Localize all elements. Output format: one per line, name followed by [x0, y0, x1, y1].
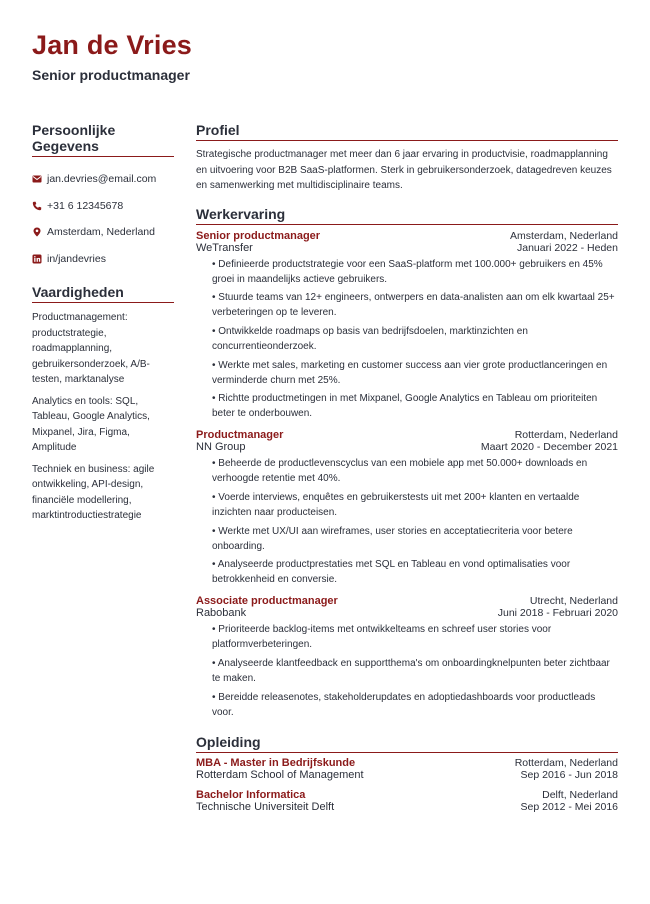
- job-entry: [196, 429, 618, 587]
- education-entry: [196, 757, 618, 781]
- job-bullets: [212, 456, 618, 587]
- job-company: WeTransfer: [196, 241, 253, 254]
- profile-text: Strategische productmanager met meer dan 6 jaar ervaring in productvisie, roadmapplanning en uitvoering voor B2B SaaS-platformen. Sterk in gebruikersonderzoek, datagedreven keuzes en samenwerking met multidisciplinaire teams.: [196, 149, 612, 191]
- job-title: Associate productmanager: [196, 595, 338, 608]
- job-dates: Maart 2020 - December 2021: [480, 441, 618, 454]
- job-location: Amsterdam, Nederland: [510, 229, 618, 242]
- job-bullet: • Prioriteerde backlog-items met ontwikkelteams en schreef user stories voor platformverbeteringen.: [212, 624, 552, 651]
- phone-text: +31 6 12345678: [47, 199, 124, 212]
- education-location: Rotterdam, Nederland: [514, 756, 618, 769]
- job-entry: [196, 230, 618, 422]
- education-entry: [196, 789, 618, 813]
- experience-heading: Werkervaring: [196, 206, 618, 225]
- job-bullet: • Ontwikkelde roadmaps op basis van bedrijfsdoelen, marktinzichten en concurrentieonderzoek.: [212, 325, 528, 352]
- personal-heading: Persoonlijke Gegevens: [32, 122, 174, 157]
- skills-heading: Vaardigheden: [32, 284, 174, 303]
- job-bullet: • Stuurde teams van 12+ engineers, ontwerpers en data-analisten aan om elk kwartaal 25+ verbeteringen op te leveren.: [212, 292, 615, 319]
- education-school: Rotterdam School of Management: [196, 768, 364, 781]
- education-dates: Sep 2012 - Mei 2016: [520, 800, 618, 813]
- candidate-name: Jan de Vries: [32, 30, 192, 60]
- contact-location: [32, 219, 174, 246]
- candidate-title: Senior productmanager: [32, 67, 190, 83]
- contact-list: [32, 166, 174, 272]
- job-dates: Januari 2022 - Heden: [517, 241, 618, 254]
- contact-linkedin[interactable]: [32, 246, 174, 273]
- job-bullet: • Werkte met UX/UI aan wireframes, user stories en acceptatiecriteria voor betere onboarding.: [212, 525, 573, 552]
- job-bullets: [212, 622, 618, 719]
- job-location: Rotterdam, Nederland: [514, 429, 618, 442]
- education-location: Delft, Nederland: [542, 788, 618, 801]
- job-bullet: • Analyseerde klantfeedback en supportthema's om onboardingknelpunten beter zichtbaar te maken.: [212, 658, 610, 684]
- education-degree: MBA - Master in Bedrijfskunde: [196, 756, 356, 769]
- location-pin-icon: [32, 227, 42, 237]
- mail-icon: [32, 174, 42, 184]
- education-dates: Sep 2016 - Jun 2018: [520, 768, 618, 781]
- job-bullet: • Definieerde productstrategie voor een SaaS-platform met 100.000+ gebruikers en 45% groei in maandelijks actieve gebruikers.: [212, 258, 603, 285]
- job-entry: [196, 595, 618, 719]
- job-company: NN Group: [196, 441, 246, 454]
- linkedin-icon: [32, 254, 42, 264]
- profile-heading: Profiel: [196, 122, 618, 141]
- skill-item: Techniek en business: agile ontwikkeling, API-design, financiële modellering, marktintroductiestrategie: [32, 463, 155, 521]
- job-bullet: • Bereidde releasenotes, stakeholderupdates en adoptiedashboards voor productleads voor.: [212, 691, 596, 718]
- email-text: jan.devries@email.com: [47, 173, 157, 186]
- left-column: [32, 122, 174, 524]
- job-title: Productmanager: [196, 429, 284, 442]
- job-bullet: • Voerde interviews, enquêtes en gebruikerstests uit met 200+ klanten en vertaalde inzichten naar producteisen.: [212, 491, 580, 518]
- right-column: [196, 122, 618, 813]
- linkedin-text: in/jandevries: [47, 252, 106, 265]
- job-bullet: • Werkte met sales, marketing en customer success aan vier grote productlanceringen en verminderde churn met 25%.: [212, 359, 608, 386]
- location-text: Amsterdam, Nederland: [47, 226, 155, 239]
- job-bullet: • Beheerde de productlevenscyclus van een mobiele app met 50.000+ downloads en verhoogde retentie met 40%.: [212, 458, 588, 485]
- education-degree: Bachelor Informatica: [196, 788, 306, 801]
- job-title: Senior productmanager: [196, 229, 321, 242]
- skills-list: [32, 310, 174, 524]
- skill-item: Productmanagement: productstrategie, roadmapplanning, gebruikersonderzoek, A/B-testen, marktanalyse: [32, 312, 150, 385]
- job-bullet: • Richtte productmetingen in met Mixpanel, Google Analytics en Tableau om prioriteiten beter te onderbouwen.: [212, 393, 598, 420]
- job-bullet: • Analyseerde productprestaties met SQL en Tableau en vond optimalisaties voor betrokkenheid en conversie.: [212, 559, 571, 586]
- education-heading: Opleiding: [196, 734, 618, 753]
- contact-email[interactable]: [32, 166, 174, 193]
- phone-icon: [32, 201, 42, 211]
- job-dates: Juni 2018 - Februari 2020: [497, 607, 618, 620]
- contact-phone[interactable]: [32, 193, 174, 220]
- skill-item: Analytics en tools: SQL, Tableau, Google Analytics, Mixpanel, Jira, Figma, Amplitude: [32, 395, 150, 453]
- job-bullets: [212, 257, 618, 422]
- education-school: Technische Universiteit Delft: [196, 800, 335, 813]
- job-company: Rabobank: [196, 607, 247, 620]
- job-location: Utrecht, Nederland: [529, 595, 618, 608]
